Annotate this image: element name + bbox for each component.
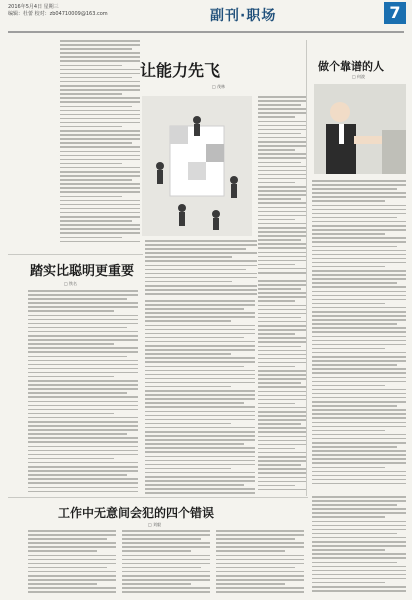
businessman-handshake-photo (314, 84, 406, 174)
article-title-reliable: 做个靠谱的人 (318, 60, 384, 73)
section-title: 副刊·职场 (210, 8, 277, 24)
issue-editor: 编辑：杜蕾 校对：zb04710009@163.com (8, 11, 108, 17)
text-column (145, 240, 257, 300)
page-number: 7 (384, 2, 406, 24)
text-column (60, 40, 140, 252)
text-column (258, 96, 306, 276)
article-title-fly: 让能力先飞 (140, 61, 221, 80)
text-column (216, 530, 304, 596)
section-divider (8, 254, 143, 255)
text-column (28, 530, 116, 596)
article-author-reliable: □ 何波 (352, 74, 366, 79)
article-author-mistakes: □ 刘毅 (148, 522, 162, 527)
text-column (258, 280, 306, 496)
page-header (0, 0, 412, 32)
column-divider (306, 40, 307, 496)
text-column (145, 300, 255, 496)
issue-date: 2016年5月4日 星期三 (8, 4, 59, 10)
article-title-smart: 踏实比聪明更重要 (30, 264, 135, 279)
issue-meta (8, 4, 108, 18)
header-rule (8, 31, 404, 33)
text-column (122, 530, 210, 596)
article-title-mistakes: 工作中无意间会犯的四个错误 (58, 506, 215, 520)
article-author-smart: □ 铁名 (64, 281, 78, 286)
article-author-fly: □ 茂林 (212, 84, 226, 89)
text-column (312, 180, 406, 490)
puzzle-people-photo (142, 96, 252, 236)
section-divider (8, 497, 308, 498)
text-column (312, 496, 406, 596)
text-column (28, 290, 138, 498)
